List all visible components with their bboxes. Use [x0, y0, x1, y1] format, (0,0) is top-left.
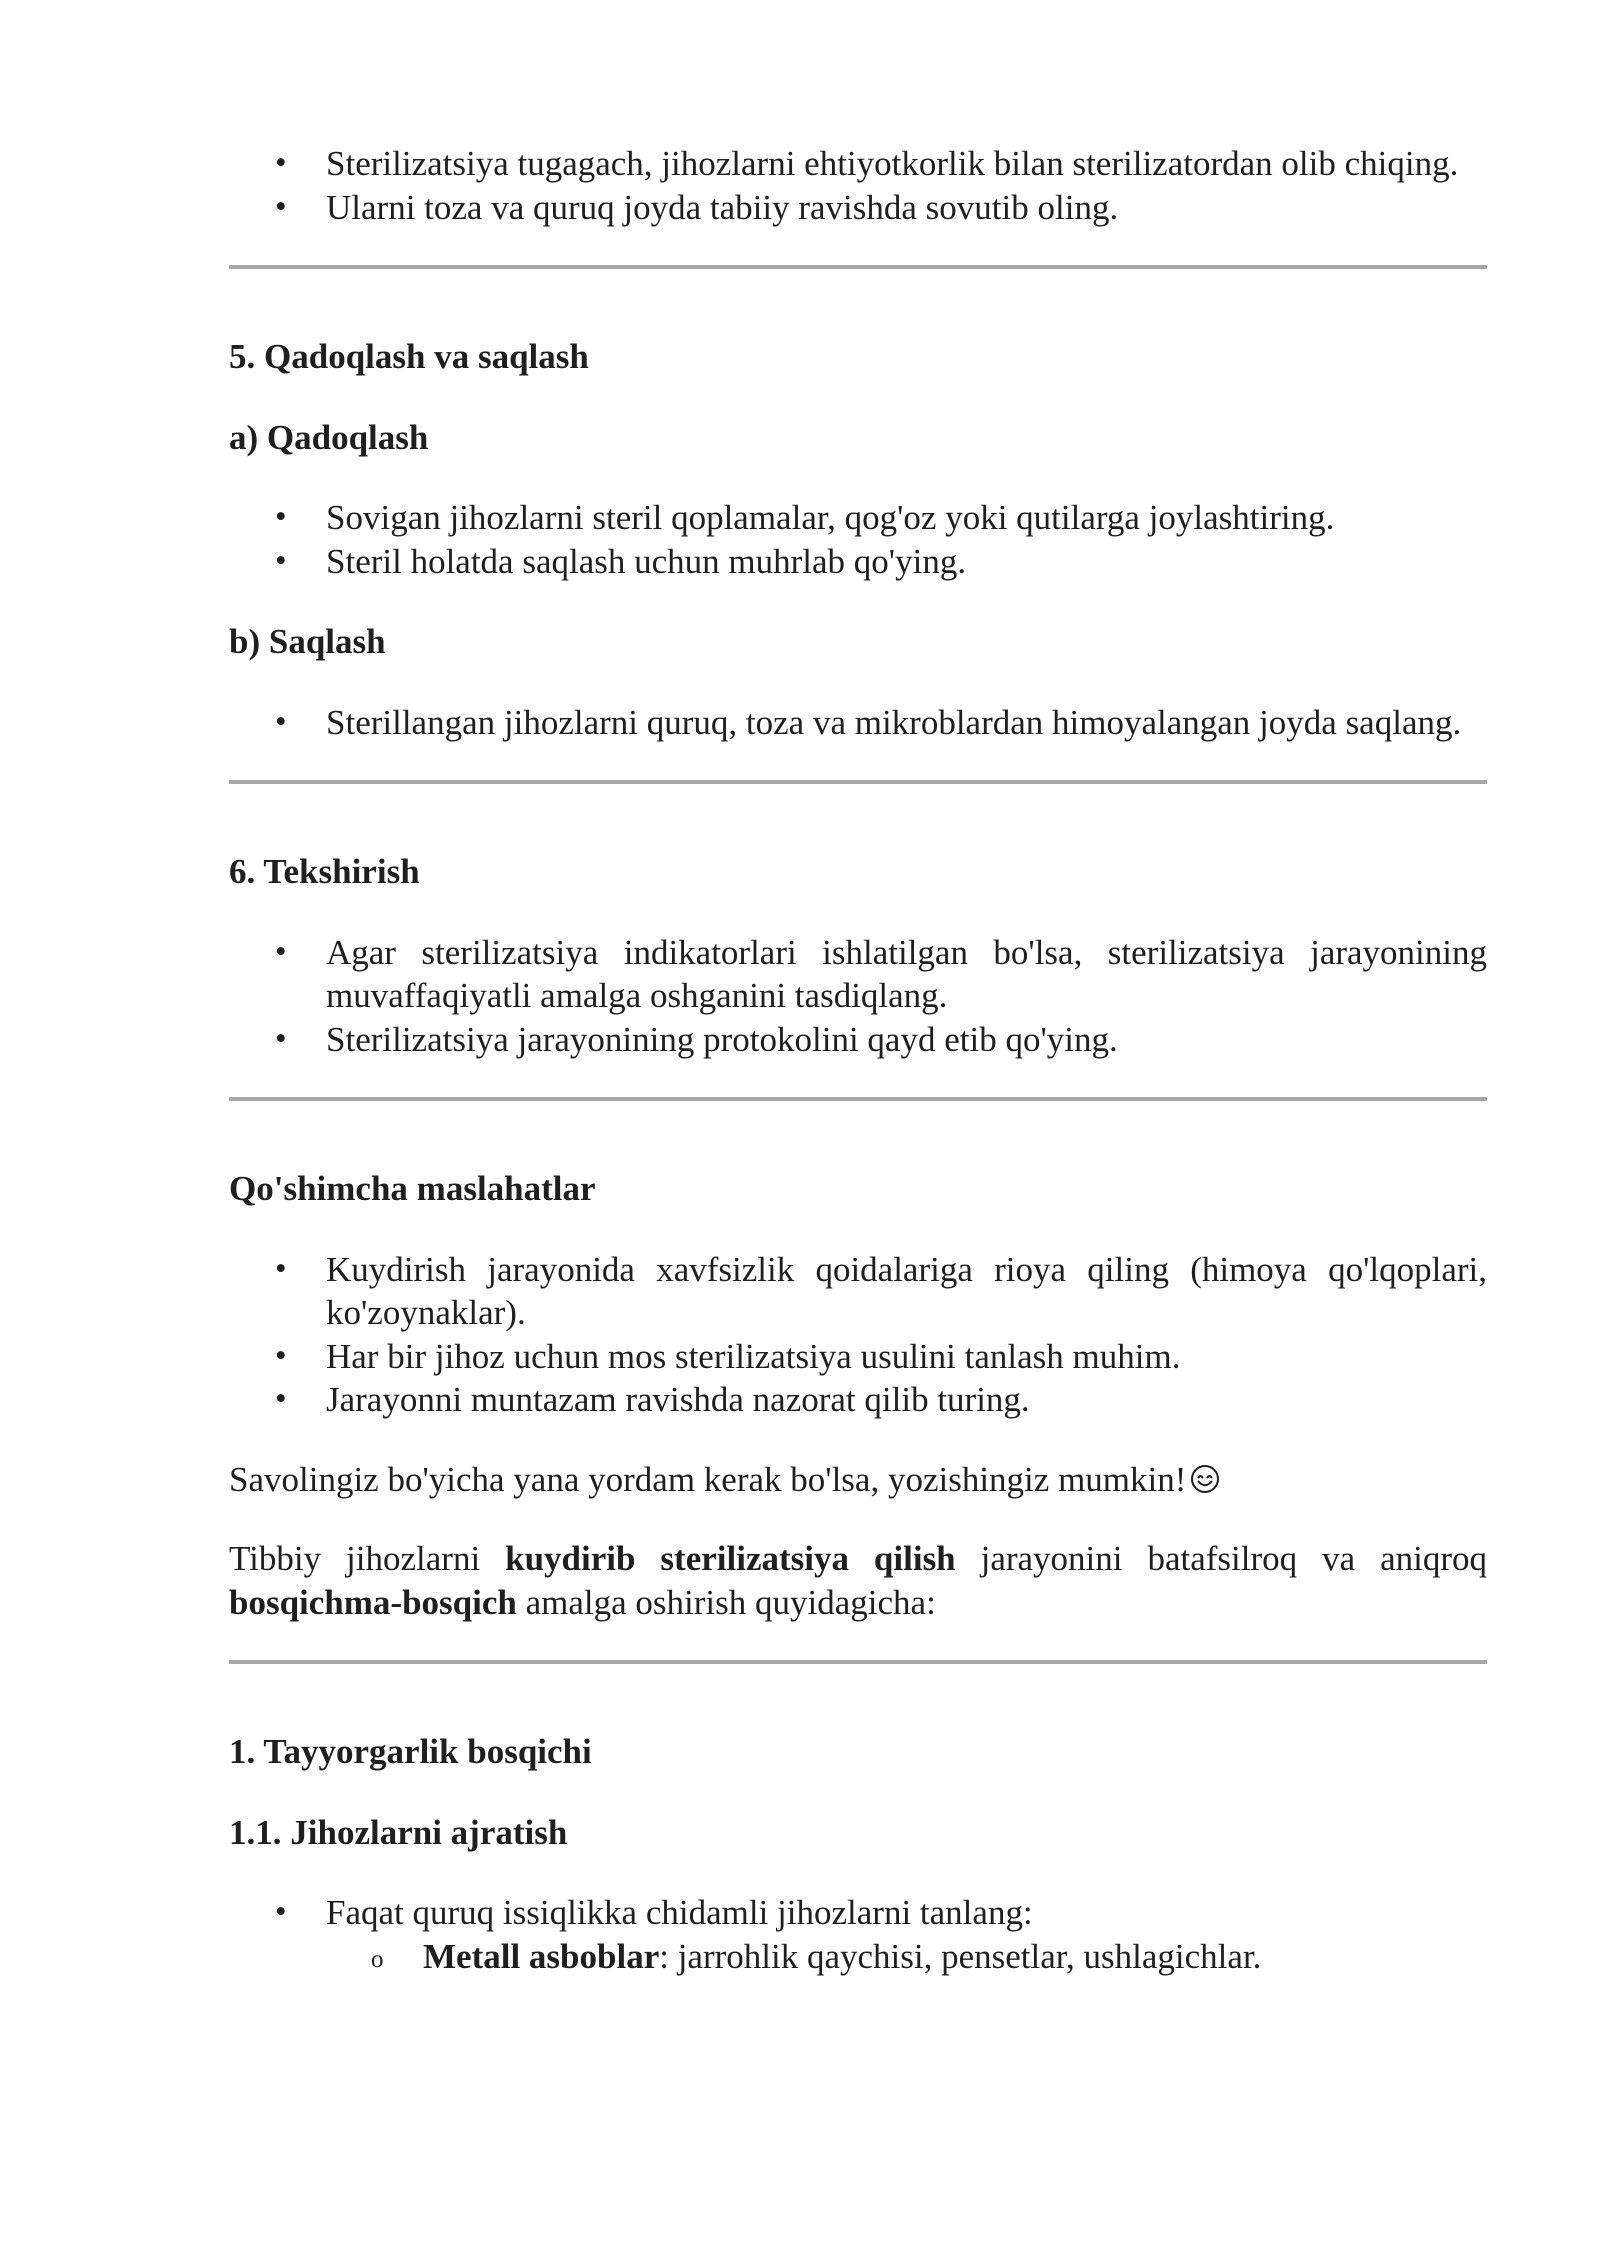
- sub-item-bold: Metall asboblar: [423, 1936, 660, 1976]
- tips-heading: Qo'shimcha maslahatlar: [229, 1169, 596, 1208]
- list-item: • Steril holatda saqlash uchun muhrlab qo'ying.: [229, 540, 1487, 584]
- horizontal-rule: [229, 1097, 1487, 1101]
- list-item: • Sterilizatsiya tugagach, jihozlarni ehtiyotkorlik bilan sterilizatordan olib chiqing.: [229, 142, 1487, 186]
- list-item: • Kuydirish jarayonida xavfsizlik qoidalariga rioya qiling (himoya qo'lqoplari, ko'zoynaklar).: [229, 1248, 1487, 1335]
- sub-list: [326, 1935, 1487, 1979]
- list-item: [229, 1891, 1487, 1978]
- horizontal-rule: [229, 265, 1487, 269]
- section-5-heading: 5. Qadoqlash va saqlash: [229, 337, 589, 376]
- closing-paragraph: [229, 1458, 1487, 1502]
- document-content: [229, 142, 1487, 1978]
- section-1-heading: 1. Tayyorgarlik bosqichi: [229, 1732, 592, 1771]
- section-1-1-heading: 1.1. Jihozlarni ajratish: [229, 1812, 568, 1852]
- list-item: • Agar sterilizatsiya indikatorlari ishlatilgan bo'lsa, sterilizatsiya jarayonining muvaffaqiyatli amalga oshganini tasdiqlang.: [229, 931, 1487, 1018]
- section-5a-list: [229, 496, 1487, 583]
- intro-bold-text: kuydirib sterilizatsiya qilish: [505, 1539, 956, 1578]
- list-item: • Sterilizatsiya jarayonining protokolini qayd etib qo'ying.: [229, 1018, 1487, 1062]
- tips-list: [229, 1248, 1487, 1422]
- list-item: • Har bir jihoz uchun mos sterilizatsiya usulini tanlash muhim.: [229, 1335, 1487, 1379]
- list-item: • Ularni toza va quruq joyda tabiiy ravishda sovutib oling.: [229, 186, 1487, 230]
- list-item: • Sterillangan jihozlarni quruq, toza va mikroblardan himoyalangan joyda saqlang.: [229, 701, 1487, 745]
- sub-item-text: : jarrohlik qaychisi, pensetlar, ushlagichlar.: [659, 1936, 1262, 1976]
- horizontal-rule: [229, 780, 1487, 784]
- list-item-text: Faqat quruq issiqlikka chidamli jihozlarni tanlang:: [326, 1893, 1033, 1932]
- smiling-face-icon: [1190, 1464, 1220, 1494]
- intro-paragraph: [229, 1537, 1487, 1624]
- intro-text: amalga oshirish quyidagicha:: [516, 1582, 936, 1622]
- sub-list-item: [326, 1935, 1487, 1979]
- section-5b-heading: b) Saqlash: [229, 622, 386, 661]
- section-6-list: [229, 931, 1487, 1062]
- section-1-list: [229, 1891, 1487, 1978]
- section-5a-heading: a) Qadoqlash: [229, 417, 429, 457]
- intro-text: Tibbiy jihozlarni: [229, 1539, 506, 1578]
- list-item: • Jarayonni muntazam ravishda nazorat qilib turing.: [229, 1378, 1487, 1422]
- intro-bold-text: bosqichma-bosqich: [229, 1582, 517, 1622]
- horizontal-rule: [229, 1660, 1487, 1664]
- intro-text: jarayonini batafsilroq va aniqroq: [955, 1539, 1487, 1578]
- section-6-heading: 6. Tekshirish: [229, 852, 420, 891]
- closing-text: Savolingiz bo'yicha yana yordam kerak bo'lsa, yozishingiz mumkin!: [229, 1459, 1187, 1499]
- section-5b-list: [229, 701, 1487, 745]
- list-item: • Sovigan jihozlarni steril qoplamalar, qog'oz yoki qutilarga joylashtiring.: [229, 496, 1487, 540]
- intro-list: [229, 142, 1487, 229]
